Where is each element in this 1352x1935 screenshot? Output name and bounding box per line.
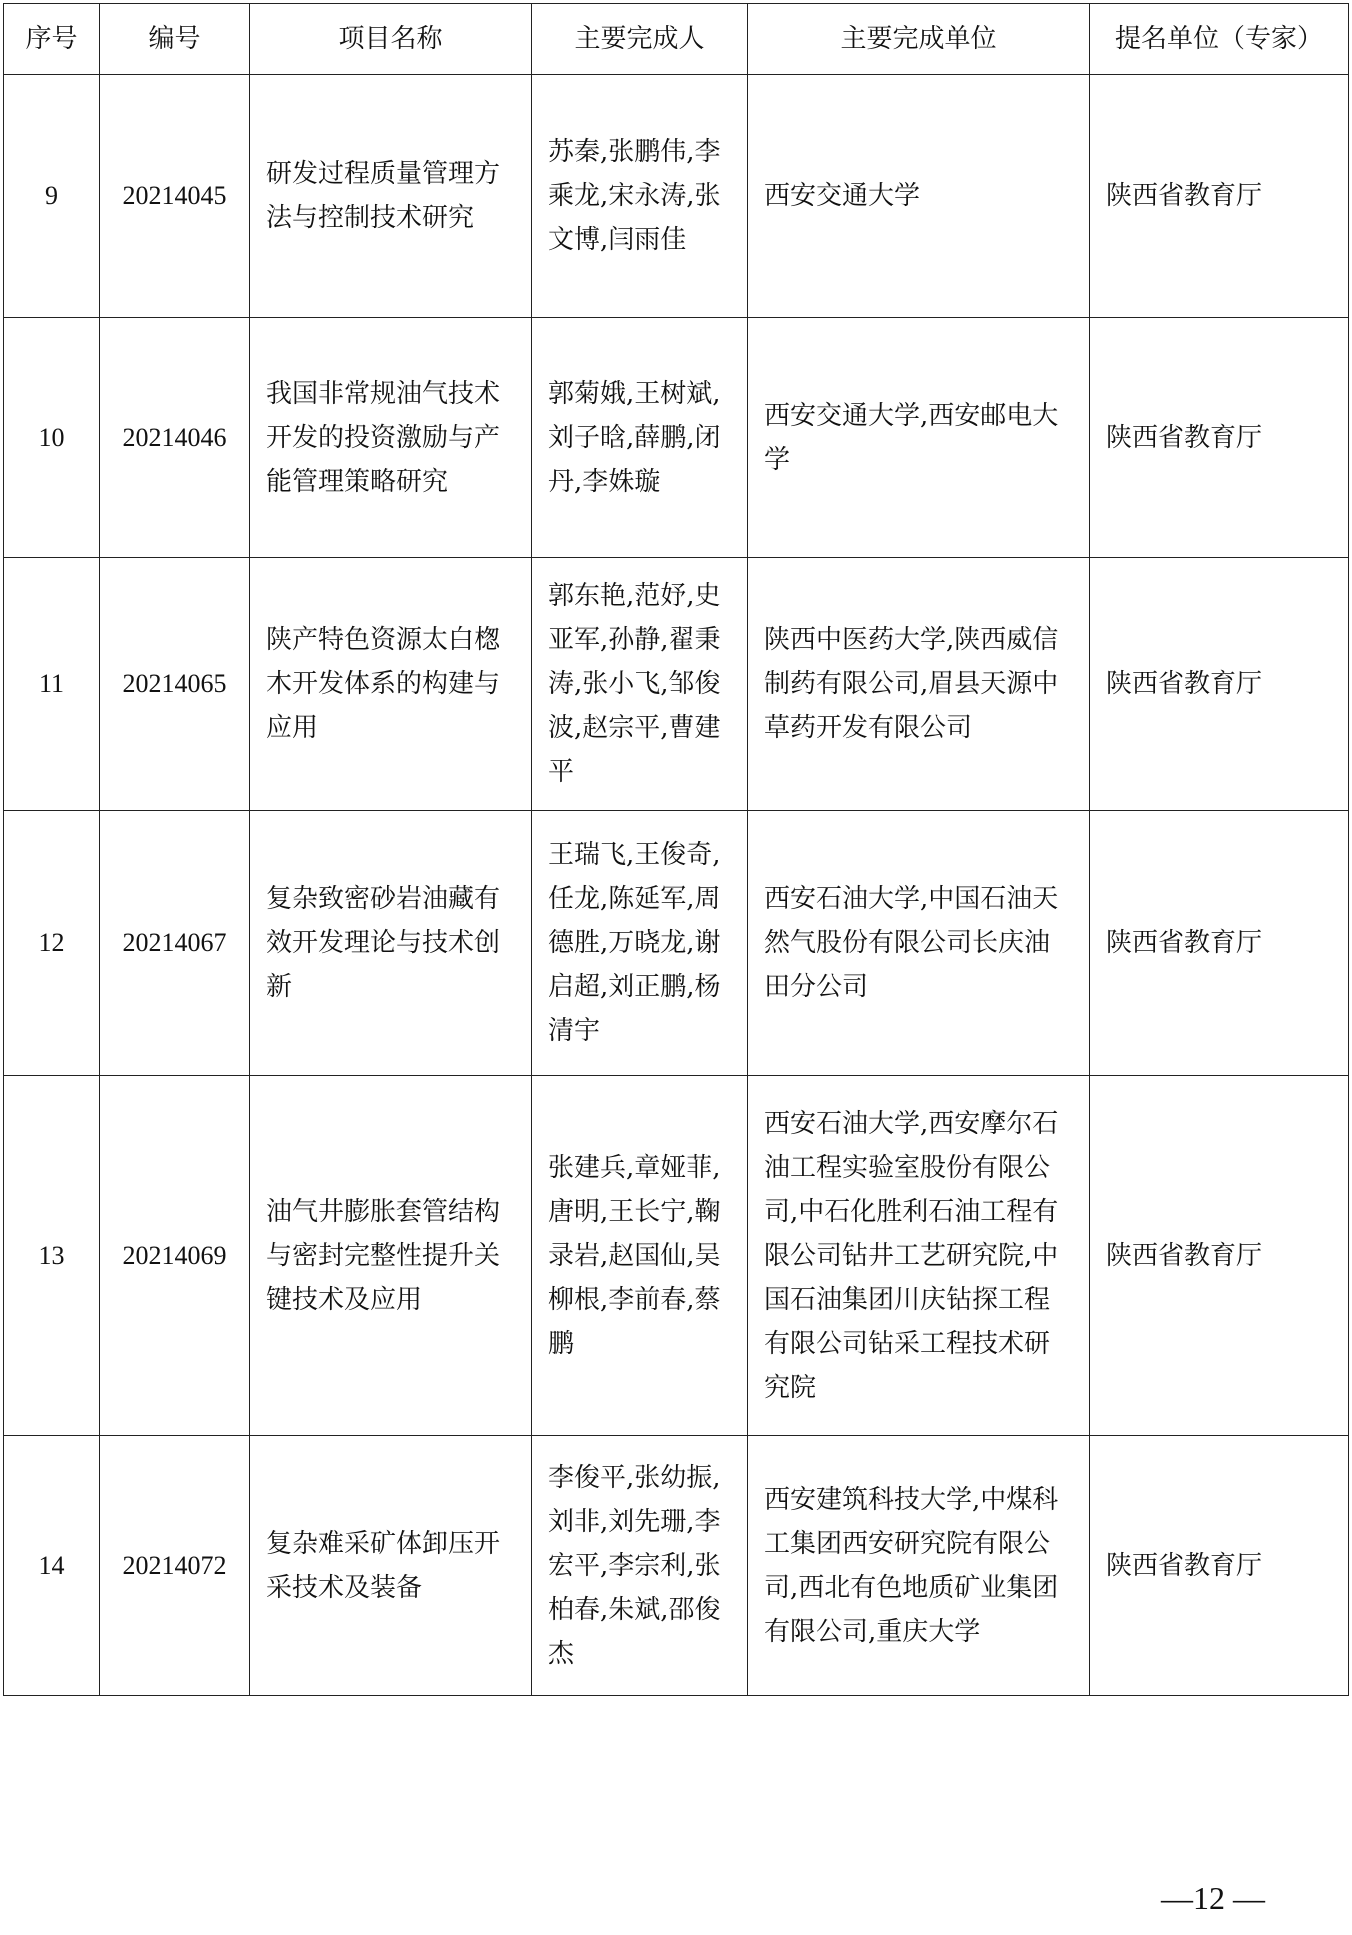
- row-units: 西安石油大学,西安摩尔石油工程实验室股份有限公司,中石化胜利石油工程有限公司钻井工艺研究院,中国石油集团川庆钻探工程有限公司钻采工程技术研究院: [748, 1076, 1090, 1436]
- row-units: 西安交通大学,西安邮电大学: [748, 318, 1090, 558]
- table-row: [4, 1076, 1349, 1436]
- row-people: 王瑞飞,王俊奇,任龙,陈延军,周德胜,万晓龙,谢启超,刘正鹏,杨清宇: [532, 811, 748, 1076]
- row-units: 陕西中医药大学,陕西威信制药有限公司,眉县天源中草药开发有限公司: [748, 558, 1090, 811]
- row-index: 9: [4, 75, 100, 318]
- header-nominator: 提名单位（专家）: [1090, 4, 1349, 75]
- row-project: 我国非常规油气技术开发的投资激励与产能管理策略研究: [250, 318, 532, 558]
- row-nominator: 陕西省教育厅: [1090, 1436, 1349, 1696]
- row-index: 13: [4, 1076, 100, 1436]
- header-index: 序号: [4, 4, 100, 75]
- row-nominator: 陕西省教育厅: [1090, 318, 1349, 558]
- row-people: 苏秦,张鹏伟,李乘龙,宋永涛,张文博,闫雨佳: [532, 75, 748, 318]
- header-people: 主要完成人: [532, 4, 748, 75]
- row-code: 20214046: [100, 318, 250, 558]
- row-code: 20214065: [100, 558, 250, 811]
- row-nominator: 陕西省教育厅: [1090, 1076, 1349, 1436]
- row-index: 10: [4, 318, 100, 558]
- row-index: 14: [4, 1436, 100, 1696]
- award-table: [3, 3, 1349, 1696]
- row-units: 西安交通大学: [748, 75, 1090, 318]
- row-people: 张建兵,章娅菲,唐明,王长宁,鞠录岩,赵国仙,吴柳根,李前春,蔡鹏: [532, 1076, 748, 1436]
- row-people: 李俊平,张幼振,刘非,刘先珊,李宏平,李宗利,张柏春,朱斌,邵俊杰: [532, 1436, 748, 1696]
- table-row: [4, 75, 1349, 318]
- page-number: —12 —: [1161, 1880, 1265, 1916]
- row-index: 11: [4, 558, 100, 811]
- table-header-row: [4, 4, 1349, 75]
- row-code: 20214045: [100, 75, 250, 318]
- table-row: [4, 811, 1349, 1076]
- row-code: 20214067: [100, 811, 250, 1076]
- table-row: [4, 318, 1349, 558]
- row-code: 20214069: [100, 1076, 250, 1436]
- row-project: 复杂致密砂岩油藏有效开发理论与技术创新: [250, 811, 532, 1076]
- row-nominator: 陕西省教育厅: [1090, 811, 1349, 1076]
- row-project: 陕产特色资源太白楤木开发体系的构建与应用: [250, 558, 532, 811]
- header-code: 编号: [100, 4, 250, 75]
- table-row: [4, 1436, 1349, 1696]
- row-people: 郭菊娥,王树斌,刘子晗,薛鹏,闭丹,李姝璇: [532, 318, 748, 558]
- row-code: 20214072: [100, 1436, 250, 1696]
- row-project: 复杂难采矿体卸压开采技术及装备: [250, 1436, 532, 1696]
- row-nominator: 陕西省教育厅: [1090, 558, 1349, 811]
- header-units: 主要完成单位: [748, 4, 1090, 75]
- row-units: 西安石油大学,中国石油天然气股份有限公司长庆油田分公司: [748, 811, 1090, 1076]
- table-row: [4, 558, 1349, 811]
- header-project: 项目名称: [250, 4, 532, 75]
- row-project: 油气井膨胀套管结构与密封完整性提升关键技术及应用: [250, 1076, 532, 1436]
- row-index: 12: [4, 811, 100, 1076]
- row-nominator: 陕西省教育厅: [1090, 75, 1349, 318]
- row-project: 研发过程质量管理方法与控制技术研究: [250, 75, 532, 318]
- row-people: 郭东艳,范妤,史亚军,孙静,翟秉涛,张小飞,邹俊波,赵宗平,曹建平: [532, 558, 748, 811]
- row-units: 西安建筑科技大学,中煤科工集团西安研究院有限公司,西北有色地质矿业集团有限公司,重庆大学: [748, 1436, 1090, 1696]
